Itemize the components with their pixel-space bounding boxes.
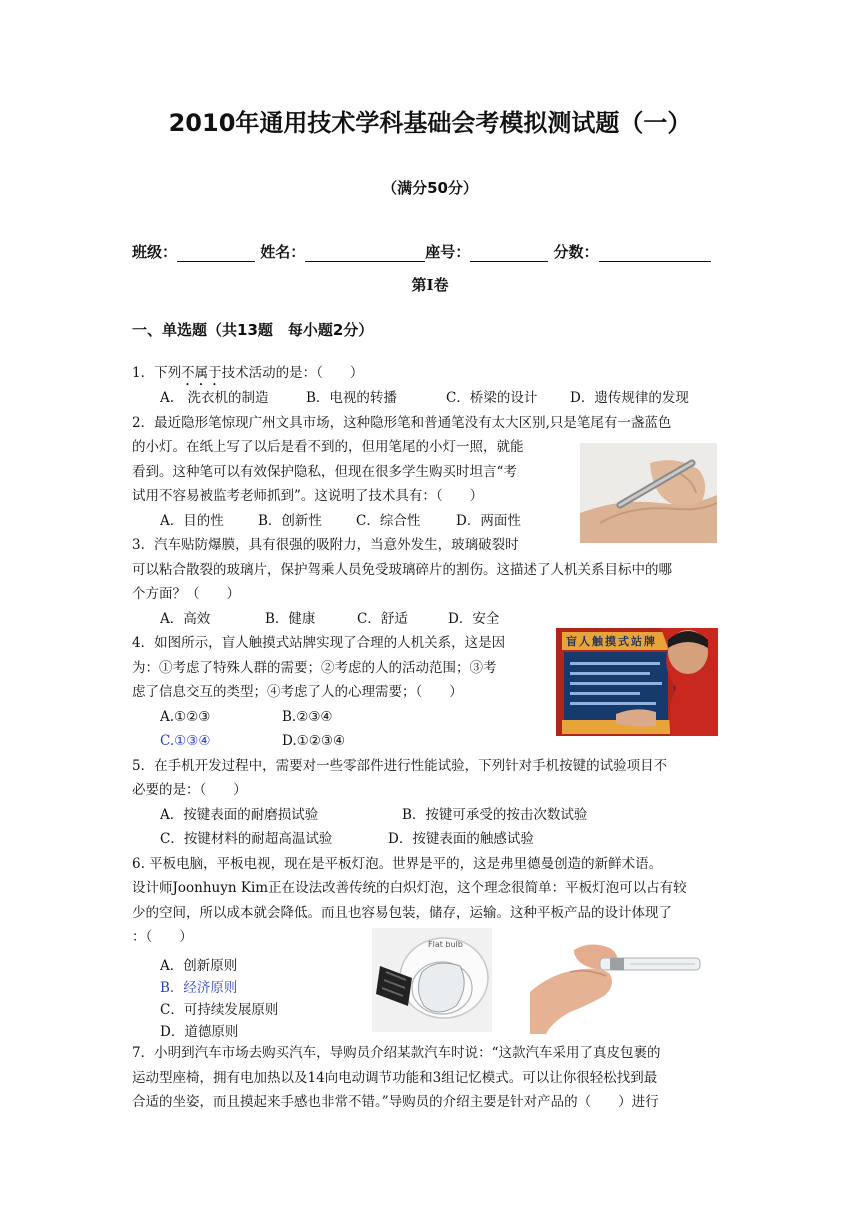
- q6-option-b[interactable]: B．经济原则: [160, 980, 238, 996]
- invisible-pen-photo: [580, 443, 717, 543]
- flat-bulb-package-photo: [372, 928, 492, 1032]
- q4-option-d[interactable]: D.①②③④: [282, 733, 346, 749]
- sign-title: 盲人触摸式站牌: [566, 635, 657, 648]
- q1-stem: 1．下列不属于技术活动的是：（ ）: [132, 365, 364, 381]
- q4-line-2: 为：①考虑了特殊人群的需要；②考虑的人的活动范围；③考: [132, 660, 497, 676]
- score-blank[interactable]: [599, 245, 711, 262]
- q5-option-c[interactable]: C．按键材料的耐超高温试验: [160, 831, 333, 847]
- q6-line-4: ：（ ）: [132, 929, 193, 945]
- q1-option-d[interactable]: D．遗传规律的发现: [570, 390, 689, 406]
- q4-line-1: 4．如图所示，盲人触摸式站牌实现了合理的人机关系，这是因: [132, 635, 506, 651]
- name-blank[interactable]: [305, 245, 425, 262]
- q5-option-b[interactable]: B．按键可承受的按击次数试验: [402, 807, 588, 823]
- q4-option-c[interactable]: C.①③④: [160, 733, 211, 749]
- full-score-note: （满分50分）: [382, 179, 478, 197]
- q6-line-1: 6. 平板电脑，平板电视，现在是平板灯泡。世界是平的，这是弗里德曼创造的新鲜术语。: [132, 856, 663, 872]
- q5-option-a[interactable]: A．按键表面的耐磨损试验: [160, 807, 319, 823]
- q5-line-2: 必要的是：（ ）: [132, 782, 247, 798]
- q4-option-b[interactable]: B.②③④: [282, 709, 333, 725]
- exam-title: 2010年通用技术学科基础会考模拟测试题（一）: [168, 109, 692, 137]
- q3-line-2: 可以粘合散裂的玻璃片，保护驾乘人员免受玻璃碎片的割伤。这描述了人机关系目标中的哪: [132, 562, 672, 578]
- score-label: 分数：: [553, 243, 599, 261]
- student-info-line: [132, 241, 711, 262]
- q2-line-4: 试用不容易被监考老师抓到”。这说明了技术具有：（ ）: [132, 488, 484, 504]
- seat-label: 座号：: [425, 243, 471, 261]
- q6-option-c[interactable]: C．可持续发展原则: [160, 1002, 279, 1018]
- q1-emphasis: 不属于: [181, 365, 222, 381]
- q2-option-d[interactable]: D．两面性: [456, 513, 521, 529]
- q4-line-3: 虑了信息交互的类型；④考虑了人的心理需要；（ ）: [132, 684, 463, 700]
- q2-option-c[interactable]: C．综合性: [356, 513, 421, 529]
- blind-bus-sign-photo: [556, 628, 718, 736]
- q1-option-c[interactable]: C．桥梁的设计: [446, 390, 538, 406]
- q5-line-1: 5．在手机开发过程中，需要对一些零部件进行性能试验，下列针对手机按键的试验项目不: [132, 758, 668, 774]
- q6-line-3: 少的空间，所以成本就会降低。而且也容易包装，储存，运输。这种平板产品的设计体现了: [132, 905, 672, 921]
- q3-option-b[interactable]: B．健康: [265, 611, 316, 627]
- q3-option-d[interactable]: D．安全: [448, 611, 500, 627]
- name-label: 姓名：: [260, 243, 306, 261]
- section-heading: 一、单选题（共13题 每小题2分）: [132, 321, 374, 339]
- q3-line-3: 个方面？（ ）: [132, 586, 240, 602]
- q6-option-a[interactable]: A．创新原则: [160, 958, 238, 974]
- q6-option-d[interactable]: D．道德原则: [160, 1024, 239, 1040]
- package-label: Flat bulb: [428, 940, 463, 949]
- q1-option-b[interactable]: B．电视的转播: [306, 390, 397, 406]
- class-label: 班级：: [132, 243, 178, 261]
- q3-option-c[interactable]: C．舒适: [357, 611, 408, 627]
- q4-option-a[interactable]: A.①②③: [160, 709, 211, 725]
- q5-option-d[interactable]: D．按键表面的触感试验: [388, 831, 534, 847]
- q6-line-2: 设计师Joonhuyn Kim正在设法改善传统的白炽灯泡，这个理念很简单：平板灯泡可以占有较: [132, 880, 687, 896]
- q3-line-1: 3．汽车贴防爆膜，具有很强的吸附力，当意外发生，玻璃破裂时: [132, 537, 519, 553]
- hand-holding-bulb-photo: [530, 922, 702, 1034]
- q2-option-a[interactable]: A．目的性: [160, 513, 224, 529]
- q7-line-3: 合适的坐姿，而且摸起来手感也非常不错。”导购员的介绍主要是针对产品的（ ）进行: [132, 1094, 659, 1110]
- q1-option-a[interactable]: A. 洗衣机的制造: [160, 390, 269, 406]
- class-blank[interactable]: [177, 245, 255, 262]
- q7-line-1: 7．小明到汽车市场去购买汽车，导购员介绍某款汽车时说：“这款汽车采用了真皮包裹的: [132, 1045, 661, 1061]
- q2-line-1: 2．最近隐形笔惊现广州文具市场，这种隐形笔和普通笔没有太大区别,只是笔尾有一盏蓝色: [132, 415, 672, 431]
- volume-heading: 第Ⅰ卷: [411, 276, 449, 294]
- q2-line-3: 看到。这种笔可以有效保护隐私，但现在很多学生购买时坦言“考: [132, 464, 517, 480]
- q2-line-2: 的小灯。在纸上写了以后是看不到的，但用笔尾的小灯一照，就能: [132, 439, 524, 455]
- q3-option-a[interactable]: A．高效: [160, 611, 211, 627]
- q7-line-2: 运动型座椅，拥有电加热以及14向电动调节功能和3组记忆模式。可以让你很轻松找到最: [132, 1070, 658, 1086]
- seat-blank[interactable]: [470, 245, 548, 262]
- q2-option-b[interactable]: B．创新性: [258, 513, 322, 529]
